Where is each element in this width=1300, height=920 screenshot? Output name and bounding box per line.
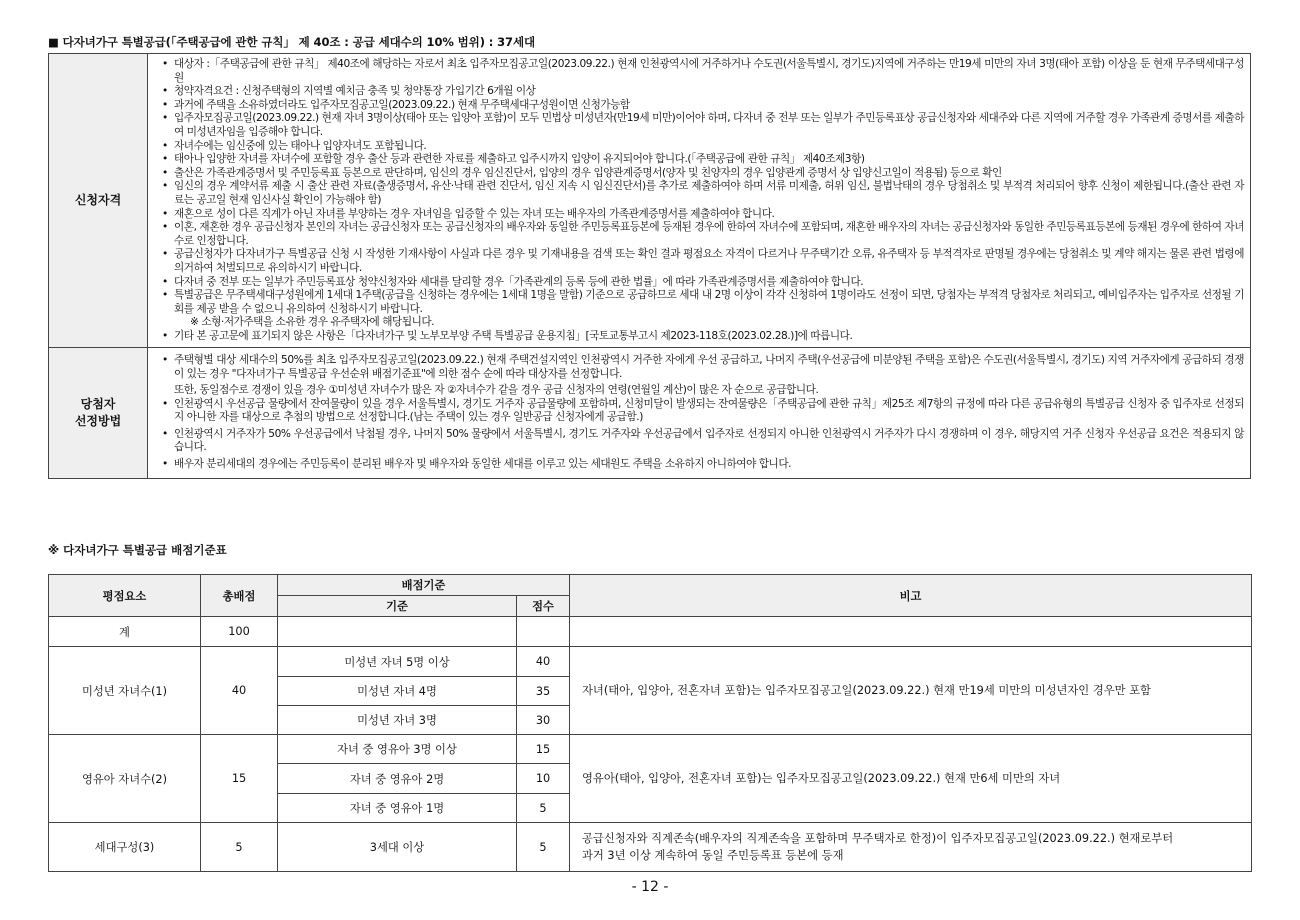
eligibility-row	[49, 54, 1251, 348]
list-item: • 인천광역시 거주자가 50% 우선공급에서 낙첨될 경우, 나머지 50% 물량에서 서울특별시, 경기도 거주자와 우선공급에서 입주자로 선정되지 아니한 인천광역시 거주자가 다시 경쟁하며 이 경우, 해당지역 거주 신청자 우선공급 요건은 적용되지 않습니다.	[162, 428, 1244, 455]
score-cell: 15	[517, 735, 570, 764]
score-cell: 5	[517, 794, 570, 823]
header-factor: 평점요소	[49, 575, 201, 617]
score-cell: 10	[517, 764, 570, 794]
household-note	[570, 823, 1252, 872]
selection-label-line2: 선정방법	[74, 414, 122, 429]
table-row	[49, 735, 1252, 764]
header-score: 점수	[517, 596, 570, 617]
eligibility-list	[162, 58, 1244, 316]
list-item: • 출산은 가족관계증명서 및 주민등록표 등본으로 판단하며, 임신의 경우 임신진단서, 입양의 경우 입양관계증명서(양자 및 친양자의 경우 입양관계 증명서 상 입양신고일이 적용됨) 등으로 확인	[162, 167, 1244, 181]
list-item: • 특별공급은 무주택세대구성원에게 1세대 1주택(공급을 신청하는 경우에는 1세대 1명을 말함) 기준으로 공급하므로 세대 내 2명 이상이 각각 신청하여 1명이라도 선정이 되면, 당첨자는 부적격 당첨자로 처리되고, 예비입주자는 입주자로 선정될 기회를 제공 받을 수 없으니 유의하여 신청하시기 바랍니다.	[162, 289, 1244, 316]
list-item: • 입주자모집공고일(2023.09.22.) 현재 자녀 3명이상(태아 또는 입양아 포함)이 모두 민법상 미성년자(만19세 미만)이어야 하며, 다자녀 중 전부 또는 일부가 주민등록표상 공급신청자와 세대주와 다른 지역에 거주할 경우 가족관계 증명서를 제출하여 미성년자임을 입증해야 합니다.	[162, 112, 1244, 139]
selection-label-line1: 당첨자	[80, 397, 116, 412]
sum-value: 100	[201, 617, 278, 647]
sum-label: 계	[49, 617, 201, 647]
score-cell: 40	[517, 647, 570, 677]
table-row	[49, 823, 1252, 872]
infant-note: 영유아(태아, 입양아, 전혼자녀 포함)는 입주자모집공고일(2023.09.22.) 현재 만6세 미만의 자녀	[570, 735, 1252, 823]
basis-cell: 미성년 자녀 3명	[278, 706, 517, 735]
basis-cell: 3세대 이상	[278, 823, 517, 872]
infant-label: 영유아 자녀수(2)	[49, 735, 201, 823]
household-label: 세대구성(3)	[49, 823, 201, 872]
score-cell: 30	[517, 706, 570, 735]
header-note: 비고	[570, 575, 1252, 617]
minor-note: 자녀(태아, 입양아, 전혼자녀 포함)는 입주자모집공고일(2023.09.22.) 현재 만19세 미만의 미성년자인 경우만 포함	[570, 647, 1252, 735]
minor-label: 미성년 자녀수(1)	[49, 647, 201, 735]
list-item: • 배우자 분리세대의 경우에는 주민등록이 분리된 배우자 및 배우자와 동일한 세대를 이루고 있는 세대원도 주택을 소유하지 아니하여야 합니다.	[162, 458, 1244, 472]
list-item: • 공급신청자가 다자녀가구 특별공급 신청 시 작성한 기재사항이 사실과 다른 경우 및 기재내용을 검색 또는 확인 결과 평점요소 자격이 다르거나 무주택기간 오류, 유주택자 등 부적격자로 판명될 경우에는 당첨취소 및 계약 해지는 물론 관련 법령에 의거하여 처벌되므로 유의하시기 바랍니다.	[162, 248, 1244, 275]
list-item: • 주택형별 대상 세대수의 50%를 최초 입주자모집공고일(2023.09.22.) 현재 주택건설지역인 인천광역시 거주한 자에게 우선 공급하고, 나머지 주택(우선공급에 미분양된 주택을 포함)은 수도권(서울특별시, 경기도) 지역 거주자에게 공급하되 경쟁이 있는 경우 "다자녀가구 특별공급 우선순위 배점기준표"에 의한 점수 순에 따라 대상자를 선정합니다.	[162, 354, 1244, 381]
tie-break-note: 또한, 동일점수로 경쟁이 있을 경우 ①미성년 자녀수가 많은 자 ②자녀수가 같을 경우 공급 신청자의 연령(연월일 계산)이 많은 자 순으로 공급합니다.	[174, 383, 819, 396]
selection-row	[49, 348, 1251, 478]
basis-cell: 미성년 자녀 4명	[278, 677, 517, 706]
table-row	[49, 647, 1252, 677]
section-heading-score: ※ 다자녀가구 특별공급 배점기준표	[48, 543, 227, 557]
list-item: • 이혼, 재혼한 경우 공급신청자 본인의 자녀는 공급신청자 또는 공급신청자의 배우자와 동일한 주민등록표등본에 등재된 경우에 한하여 자녀수에 포함되며, 재혼한 배우자의 자녀는 공급신청자와 동일한 주민등록표등본에 등재된 경우에 한하여 자녀수로 인정합니다.	[162, 221, 1244, 248]
header-basis: 기준	[278, 596, 517, 617]
list-item: • 자녀수에는 임신중에 있는 태아나 입양자녀도 포함됩니다.	[162, 140, 1244, 154]
household-note-line2: 과거 3년 이상 계속하여 동일 주민등록표 등본에 등재	[582, 849, 844, 862]
selection-list-2	[162, 398, 1244, 472]
list-item: • 청약자격요건 : 신청주택형의 지역별 예치금 충족 및 청약통장 가입기간 6개월 이상	[162, 85, 1244, 99]
small-house-note: ※ 소형·저가주택을 소유한 경우 유주택자에 해당됩니다.	[190, 316, 435, 329]
header-total: 총배점	[201, 575, 278, 617]
score-header-row	[49, 575, 1252, 596]
list-item: • 기타 본 공고문에 표기되지 않은 사항은「다자녀가구 및 노부모부양 주택 특별공급 운용지침」[국토교통부고시 제2023-118호(2023.02.28.)]에 따릅니다.	[162, 330, 1244, 344]
basis-cell: 자녀 중 영유아 1명	[278, 794, 517, 823]
basis-cell: 자녀 중 영유아 3명 이상	[278, 735, 517, 764]
list-item: • 재혼으로 성이 다른 직계가 아닌 자녀를 부양하는 경우 자녀임을 입증할 수 있는 자녀 또는 배우자의 가족관계증명서를 제출하여야 합니다.	[162, 208, 1244, 222]
eligibility-list-tail	[162, 330, 1244, 344]
score-cell: 35	[517, 677, 570, 706]
household-total: 5	[201, 823, 278, 872]
list-item: • 임신의 경우 계약서류 제출 시 출산 관련 자료(출생증명서, 유산·낙태 관련 진단서, 임신 지속 시 임신진단서)를 추가로 제출하여야 하며 서류 미제출, 허위 임신, 불법낙태의 경우 당첨취소 및 부적격 처리되어 향후 신청이 제한됩니다.(출산 관련 자료는 공고일 현재 임신사실 확인이 가능해야 함)	[162, 180, 1244, 207]
section-heading-multichild: ■ 다자녀가구 특별공급(「주택공급에 관한 규칙」 제 40조 : 공급 세대수의 10% 범위) : 37세대	[48, 35, 535, 49]
score-cell: 5	[517, 823, 570, 872]
basis-cell: 미성년 자녀 5명 이상	[278, 647, 517, 677]
list-item: • 과거에 주택을 소유하였더라도 입주자모집공고일(2023.09.22.) 현재 무주택세대구성원이면 신청가능함	[162, 99, 1244, 113]
household-note-line1: 공급신청자와 직계존속(배우자의 직계존속을 포함하며 무주택자로 한정)이 입주자모집공고일(2023.09.22.) 현재로부터	[582, 832, 1174, 845]
eligibility-content	[148, 54, 1251, 348]
infant-total: 15	[201, 735, 278, 823]
minor-total: 40	[201, 647, 278, 735]
table-row	[49, 617, 1252, 647]
selection-list	[162, 354, 1244, 381]
list-item: • 다자녀 중 전부 또는 일부가 주민등록표상 청약신청자와 세대를 달리할 경우「가족관계의 등록 등에 관한 법률」에 따라 가족관계증명서를 제출하여야 합니다.	[162, 276, 1244, 290]
basis-cell: 자녀 중 영유아 2명	[278, 764, 517, 794]
list-item: • 태아나 입양한 자녀를 자녀수에 포함할 경우 출산 등과 관련한 자료를 제출하고 입주시까지 입양이 유지되어야 합니다.(「주택공급에 관한 규칙」 제40조제3항)	[162, 153, 1244, 167]
eligibility-table	[48, 53, 1251, 479]
header-criteria: 배점기준	[278, 575, 570, 596]
list-item: • 대상자 :「주택공급에 관한 규칙」 제40조에 해당하는 자로서 최초 입주자모집공고일(2023.09.22.) 현재 인천광역시에 거주하거나 수도권(서울특별시, 경기도)지역에 거주하는 만19세 미만의 자녀 3명(태아 포함) 이상을 둔 현재 무주택세대구성원	[162, 58, 1244, 85]
score-table	[48, 574, 1252, 872]
selection-label	[49, 348, 148, 478]
selection-content	[148, 348, 1251, 478]
eligibility-label: 신청자격	[49, 54, 148, 348]
list-item: • 인천광역시 우선공급 물량에서 잔여물량이 있을 경우 서울특별시, 경기도 거주자 공급물량에 포함하며, 신청미달이 발생되는 잔여물량은「주택공급에 관한 규칙」제25조 제7항의 규정에 따라 다른 공급유형의 특별공급 신청자 중 입주자로 선정되지 아니한 자를 대상으로 추첨의 방법으로 선정합니다.(남는 주택이 있는 경우 일반공급 신청자에게 공급함.)	[162, 398, 1244, 425]
page-number: - 12 -	[631, 879, 669, 895]
